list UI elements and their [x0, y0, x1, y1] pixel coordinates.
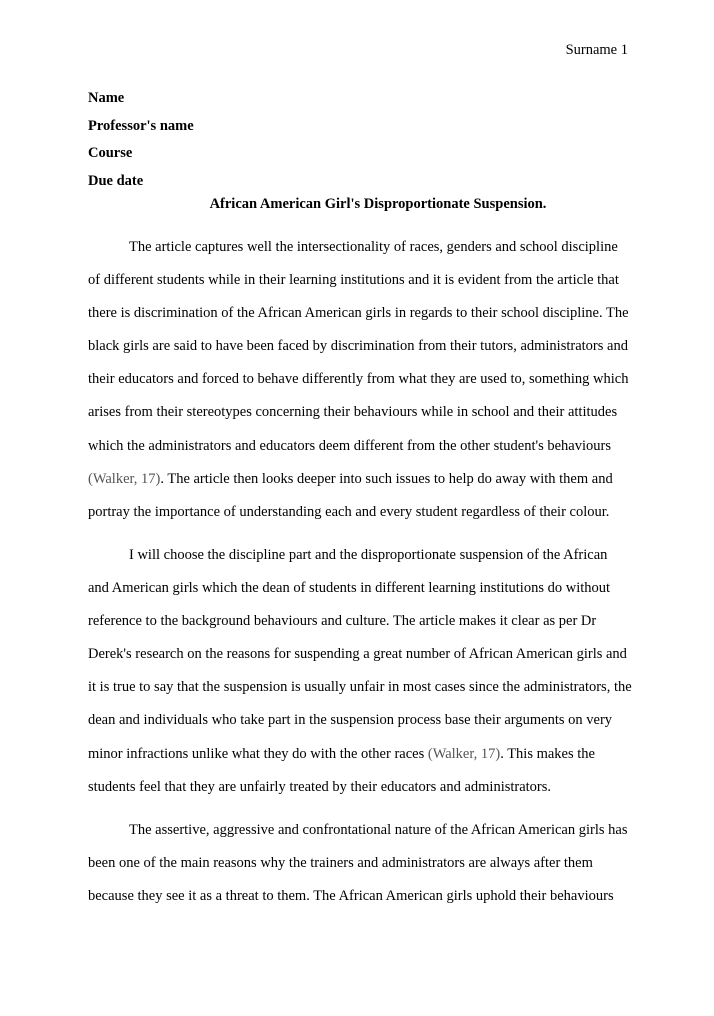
paragraph-line: their educators and forced to behave differently from what they are used to, something which — [88, 371, 629, 388]
paragraph-line: and American girls which the dean of students in different learning institutions do without — [88, 580, 611, 597]
line-text: minor infractions unlike what they do with the other races — [88, 745, 428, 762]
paragraph-line: of different students while in their learning institutions and it is evident from the article that — [88, 272, 619, 289]
essay-title: African American Girl's Disproportionate Suspension. — [209, 196, 547, 212]
paragraph-line: there is discrimination of the African American girls in regards to their school discipline. The — [88, 305, 629, 322]
paragraph-line: Derek's research on the reasons for suspending a great number of African American girls and — [88, 646, 627, 663]
paragraph-line-with-citation — [88, 745, 633, 778]
paragraph-2 — [88, 546, 633, 811]
paragraph-3 — [88, 821, 633, 920]
student-info-block — [88, 85, 194, 195]
paragraph-line: I will choose the discipline part and the disproportionate suspension of the African — [129, 547, 608, 563]
paragraph-line-with-citation — [88, 470, 633, 503]
course-name: Course — [88, 145, 133, 161]
paragraph-line: portray the importance of understanding each and every student regardless of their colour. — [88, 503, 610, 520]
paragraph-line: been one of the main reasons why the trainers and administrators are always after them — [88, 855, 593, 872]
paragraph-1 — [88, 238, 633, 536]
paragraph-line: students feel that they are unfairly treated by their educators and administrators. — [88, 778, 552, 795]
paragraph-line: which the administrators and educators deem different from the other student's behaviours — [88, 437, 611, 454]
due-date: Due date — [88, 172, 144, 189]
line-text: . The article then looks deeper into such issues to help do away with them and — [160, 470, 613, 487]
line-text: . This makes the — [500, 745, 595, 762]
paragraph-line: dean and individuals who take part in the suspension process base their arguments on very — [88, 712, 613, 729]
paragraph-line: black girls are said to have been faced by discrimination from their tutors, administrators and — [88, 338, 628, 355]
paragraph-line: reference to the background behaviours and culture. The article makes it clear as per Dr — [88, 613, 597, 630]
paragraph-line: because they see it as a threat to them. The African American girls uphold their behaviours — [88, 888, 614, 905]
paragraph-line: arises from their stereotypes concerning their behaviours while in school and their attitudes — [88, 404, 618, 421]
paragraph-line: The article captures well the intersectionality of races, genders and school discipline — [129, 239, 618, 255]
running-head: Surname 1 — [565, 42, 628, 58]
paragraph-line: it is true to say that the suspension is usually unfair in most cases since the administrators, the — [88, 679, 632, 696]
citation: (Walker, 17) — [88, 470, 161, 487]
student-name: Name — [88, 90, 125, 106]
professor-name: Professor's name — [88, 117, 194, 134]
citation: (Walker, 17) — [427, 745, 501, 762]
paragraph-line: The assertive, aggressive and confrontational nature of the African American girls has — [129, 822, 628, 838]
